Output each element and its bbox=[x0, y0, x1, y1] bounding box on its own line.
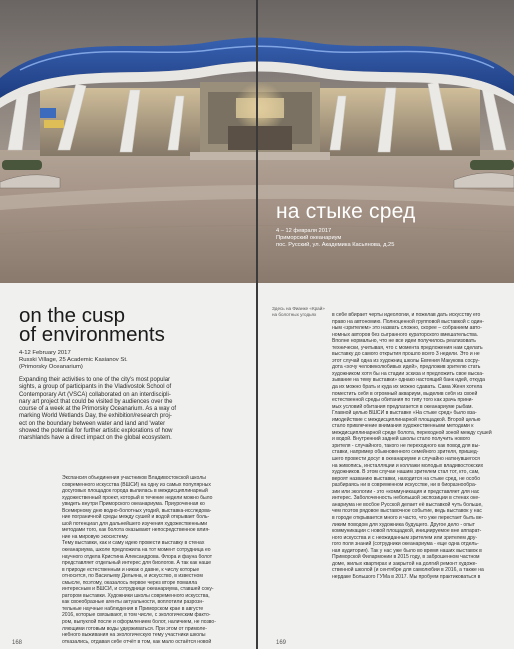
event-dates-en: 4-12 February 2017 bbox=[19, 350, 71, 356]
text-line: шой потенциал для дальнейшего изучения художественными bbox=[62, 520, 208, 527]
text-line: ного искусства и с неожиданным зрителем или зрителем дру- bbox=[332, 534, 478, 541]
text-line: представляет отдельный интерес для биологов. А так как наше bbox=[62, 560, 212, 567]
page-number-left: 168 bbox=[12, 640, 23, 646]
russian-title: на стыке сред bbox=[276, 200, 416, 223]
text-line: коммуникации с новой площадкой, инициируемое вне аппарат- bbox=[332, 528, 482, 535]
text-line: шего провести досуг в океанариуме и случайно наткнувшегося bbox=[332, 456, 480, 463]
text-line: современного искусства (ВШСИ) на одну из самых популярных bbox=[62, 481, 211, 488]
text-line: nary art project that could be visited by audiences over the bbox=[19, 398, 173, 405]
text-line: смысле, поэтому, оказалось первое через вторе помаяла bbox=[62, 579, 198, 586]
text-line: зии или экологии - это «коммуникация и представляет для нас bbox=[332, 488, 480, 495]
text-line: в природе естественным и никак о давне, к числу которые bbox=[62, 566, 200, 573]
text-line: как своеобразные агенты актуальности, воплотили разрозн- bbox=[62, 599, 204, 606]
text-line: тельные научные наблюдения в Приморском крае в августе bbox=[62, 605, 204, 612]
photo-caption bbox=[272, 306, 332, 318]
text-line: 2016, которые связывают, в том числе, с экологическим факто- bbox=[62, 612, 211, 619]
text-line: Contemporary Art (VSCA) collaborated on an interdiscipli- bbox=[19, 391, 171, 398]
text-line: зывание на тему выставки» однако настоящий банк идей, откуда bbox=[332, 377, 485, 384]
text-line: выставку до самого открытия прошло всего 3 недели. Это и не bbox=[332, 351, 480, 358]
text-line: досуговых площадок города вылилась в междисциплинарный bbox=[62, 488, 208, 495]
text-line: стало привлечение внимания художественными методами к bbox=[332, 423, 474, 430]
body-text-right-column bbox=[332, 312, 504, 580]
text-line: на живопись, инсталляции и коллажи молодых владивостокских bbox=[332, 462, 484, 469]
text-line: мых условий обитания предлагается в океанариуме рыбам. bbox=[332, 403, 473, 410]
text-line: ратором выставки. Художники школы современного искусства, bbox=[62, 592, 210, 599]
text-line: Expanding their activities to one of the city's most popular bbox=[19, 377, 170, 383]
english-title-line: of environments bbox=[19, 323, 165, 346]
text-line: showed the potential for further artistic explorations of how bbox=[19, 427, 173, 434]
text-line: небного выживания на экологическую тему участники школы bbox=[62, 632, 206, 639]
text-line: относится, по Васильеву Дельяна, и искусство, в известном bbox=[62, 573, 203, 580]
text-line: ляющими готовым воды удерживаться. При этом от примоле- bbox=[62, 625, 207, 632]
text-line: доме, жилых квартирах и закрытой на долгий ремонт художе- bbox=[332, 560, 478, 567]
text-line: художественный проект, который в течение недели можно было bbox=[62, 494, 213, 501]
english-title bbox=[19, 306, 244, 344]
text-line: ственной школой (и сентябре для самолюбии в 2016, а также на bbox=[332, 567, 484, 574]
page-number-right: 169 bbox=[276, 640, 287, 646]
page-gutter bbox=[256, 0, 258, 649]
text-line: естественной среды обитания по типу того как зрачь прини- bbox=[332, 397, 474, 404]
text-line: ние на мировую экосистему. bbox=[62, 533, 129, 540]
text-line: художников. В этом случае нашим зрителем стал тот, кто, сам, bbox=[332, 469, 480, 476]
text-line: поместить себя в огромный аквариум, выделив себя из своей bbox=[332, 390, 478, 397]
text-line: отказались, отдавая себе отчёт в том, как мало остаётся новой bbox=[62, 638, 212, 645]
text-line: Приморской Филармонии в 2015 году, в заброшенном частном bbox=[332, 554, 480, 561]
text-line: ставки, например обыкновенного семейного зрителя, пришед- bbox=[332, 449, 479, 456]
text-line: гого поля знаний (сотрудники океанариума - еще одна отдель- bbox=[332, 541, 479, 548]
text-line: в себе вбирает черты идеологии, и пожелав дать искусству его bbox=[332, 312, 481, 318]
text-line: ром, выпуклой после и оформлением болот, наличием, не позво- bbox=[62, 619, 216, 626]
text-line: научного отдела Кристина Александрова. Флора и фауна болот bbox=[62, 553, 213, 560]
text-line: нердаке Большого ГУМа в 2017. Мы пробуем практиковаться в bbox=[332, 573, 481, 580]
text-line: Вполне нормально, что не все идеи получилось реализовать bbox=[332, 338, 476, 345]
event-address-ru: пос. Русский, ул. Академика Касьянова, д.25 bbox=[276, 242, 395, 249]
text-line: course of a week at the Primorsky Oceanarium. As a way of bbox=[19, 406, 177, 412]
caption-line: Здесь на Фианке «Край» bbox=[272, 306, 325, 311]
text-line: и водой. Внутренний задней школы стало получить нового bbox=[332, 436, 471, 443]
event-address-en: Russki Village, 25 Academic Kasianov St. bbox=[19, 357, 128, 364]
russian-event-details bbox=[276, 228, 466, 250]
text-line: интерес. Заболоченность небольшой экспозиции в стенах оке- bbox=[332, 495, 480, 502]
text-line: право на автономию. Полноценной групповой выставкой с один- bbox=[332, 318, 484, 325]
text-line: анариума не восбое Русской делает её выставкой чуть больше, bbox=[332, 501, 483, 508]
text-line: marshlands have a direct impact on the global ecosystem. bbox=[19, 435, 172, 441]
text-line: Главной целью ВШСИ в выставке «На стыке сред» было вза- bbox=[332, 410, 477, 417]
text-line: междисциплинарной среде болота, переходной зоной между сушей bbox=[332, 429, 492, 436]
text-line: художником хотя бы на стадии эскиза и предложить свое выска- bbox=[332, 370, 484, 377]
text-line: номных авторов без сыгранного кураторского вмешательства. bbox=[332, 331, 479, 338]
text-line: ние пограничной среды между сушей и водой открывает боль- bbox=[62, 514, 210, 521]
text-line: дота «хочу человеколюбивых идей», предложив зрителю стать bbox=[332, 364, 481, 371]
text-line: marking World Wetlands Day, the exhibition/research proj- bbox=[19, 413, 172, 420]
english-event-details bbox=[19, 350, 239, 371]
text-line: Тему выставки, как и саму идею провести выставку в стенах bbox=[62, 540, 205, 547]
text-line: да их можно брать и куда их можно сдавать. Сама Женя хотела bbox=[332, 384, 483, 391]
text-line: этот случай одна из художниц школы Евгения Макукова сосру- bbox=[332, 357, 480, 364]
english-intro bbox=[19, 377, 244, 442]
text-line: методами того, как болота оказывают непосредственное влия- bbox=[62, 527, 210, 534]
event-venue-ru: Приморский океанариум bbox=[276, 235, 342, 242]
text-line: Экспансия объединения участников Владивостокской школы bbox=[62, 475, 206, 481]
text-line: sights, a group of participants in the Vladivostok School of bbox=[19, 384, 172, 391]
text-line: разбираясь ни в современном искусстве, ни в биоразнообра- bbox=[332, 482, 477, 489]
text-line: Всемирному дню водно-болотных угодий, выставка-исследова- bbox=[62, 507, 212, 514]
text-line: океанариума, школе предложила на тот момент сотрудница ео bbox=[62, 547, 211, 554]
text-line: ная аудитория). Так у нас уже было во время наших выставок в bbox=[332, 547, 482, 554]
english-title-line: on the cusp bbox=[19, 304, 125, 327]
text-line: технически, учитывая, что с момента предложения нам сделать bbox=[332, 344, 483, 351]
text-line: вероят названию выставки, находится на стыке сред, не особо bbox=[332, 475, 481, 482]
event-dates-ru: 4 – 12 февраля 2017 bbox=[276, 228, 332, 234]
text-line: ным «зрителем» это назвать сложно, скорее – собранием авто- bbox=[332, 325, 482, 332]
text-line: имодействие с междисциплинарной площадкой. Второй целью bbox=[332, 416, 481, 423]
text-line: интересным и ВШСИ, и сотруднице океанариума, ставшей соку- bbox=[62, 586, 214, 593]
text-line: чем поэтов рядовое выставочное событие, ведь выставок у нас bbox=[332, 508, 482, 515]
caption-line: на болотных угодьях bbox=[272, 312, 317, 317]
text-line: увидеть внутри Приморского океанариума. Приуроченная ко bbox=[62, 501, 205, 508]
text-line: зрителя - случайного, такого не переходного как повод для вы- bbox=[332, 442, 480, 449]
body-text-left-column bbox=[62, 475, 248, 645]
text-line: ликим поводом для художника будущего. Другое дело - опыт bbox=[332, 521, 475, 528]
event-venue-en: (Primorsky Oceanarium) bbox=[19, 364, 83, 371]
text-line: ect on the boundary between water and land and 'water bbox=[19, 420, 166, 427]
text-line: в городе открывается много и часто, что уже перестает быть ве- bbox=[332, 514, 484, 521]
